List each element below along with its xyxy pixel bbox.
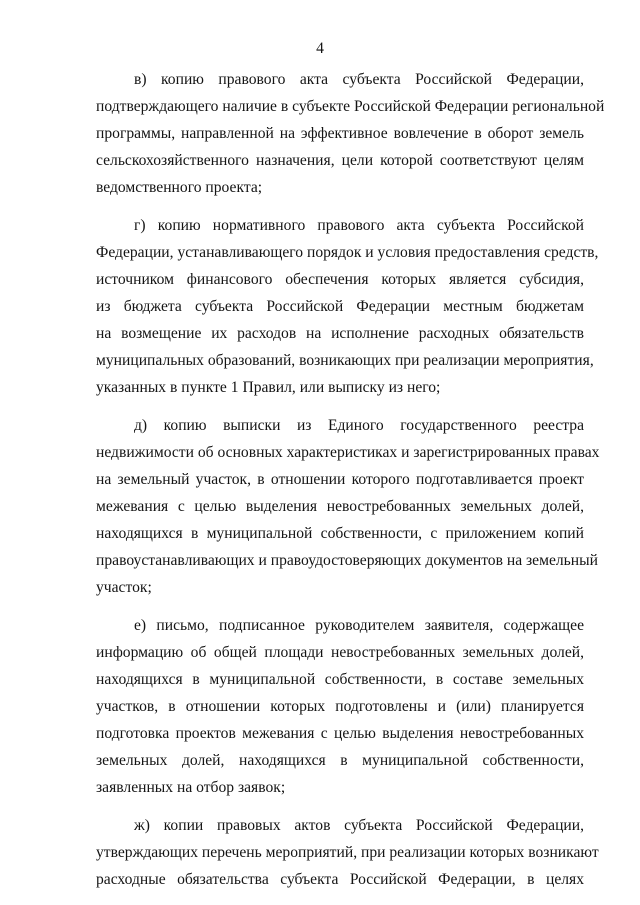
text-line: земельных долей, находящихся в муниципальной собственности, xyxy=(96,752,584,769)
text-line: на земельный участок, в отношении которого подготавливается проект xyxy=(96,471,584,488)
text-line: сельскохозяйственного назначения, цели которой соответствуют целям xyxy=(96,152,584,169)
text-line: подтверждающего наличие в субъекте Российской Федерации региональной xyxy=(96,98,605,115)
text-line: в) копию правового акта субъекта Российской Федерации, xyxy=(134,71,584,88)
text-line: указанных в пункте 1 Правил, или выписку из него; xyxy=(96,379,441,396)
text-line: е) письмо, подписанное руководителем заявителя, содержащее xyxy=(134,617,584,634)
text-line: расходные обязательства субъекта Российской Федерации, в целях xyxy=(96,871,584,888)
text-line: подготовка проектов межевания с целью выделения невостребованных xyxy=(96,725,584,742)
text-line: участок; xyxy=(96,579,152,596)
document-body xyxy=(96,66,605,893)
text-line: находящихся в муниципальной собственности, с приложением копий xyxy=(96,525,584,542)
page-number: 4 xyxy=(316,40,324,57)
text-line: д) копию выписки из Единого государственного реестра xyxy=(134,417,584,434)
text-line: участков, в отношении которых подготовлены и (или) планируется xyxy=(96,698,584,715)
paragraph-d xyxy=(96,412,600,601)
text-line: г) копию нормативного правового акта субъекта Российской xyxy=(134,217,584,234)
paragraph-g xyxy=(96,212,599,401)
text-line: муниципальных образований, возникающих при реализации мероприятия, xyxy=(96,352,594,369)
text-line: правоустанавливающих и правоудостоверяющих документов на земельный xyxy=(96,552,598,569)
text-line: недвижимости об основных характеристиках и зарегистрированных правах xyxy=(96,444,600,461)
text-line: информацию об общей площади невостребованных земельных долей, xyxy=(96,644,584,661)
text-line: на возмещение их расходов на исполнение расходных обязательств xyxy=(96,325,584,342)
text-line: Федерации, устанавливающего порядок и условия предоставления средств, xyxy=(96,244,599,261)
paragraph-e xyxy=(96,612,584,801)
text-line: из бюджета субъекта Российской Федерации местным бюджетам xyxy=(96,298,584,315)
text-line: ж) копии правовых актов субъекта Российской Федерации, xyxy=(134,817,584,834)
text-line: находящихся в муниципальной собственности, в составе земельных xyxy=(96,671,584,688)
text-line: межевания с целью выделения невостребованных земельных долей, xyxy=(96,498,584,515)
text-line: программы, направленной на эффективное вовлечение в оборот земель xyxy=(96,125,584,142)
text-line: заявленных на отбор заявок; xyxy=(96,779,286,796)
paragraph-zh xyxy=(96,812,599,893)
paragraph-v xyxy=(96,66,605,201)
text-line: утверждающих перечень мероприятий, при реализации которых возникают xyxy=(96,844,599,861)
text-line: источником финансового обеспечения которых является субсидия, xyxy=(96,271,584,288)
text-line: ведомственного проекта; xyxy=(96,179,263,196)
